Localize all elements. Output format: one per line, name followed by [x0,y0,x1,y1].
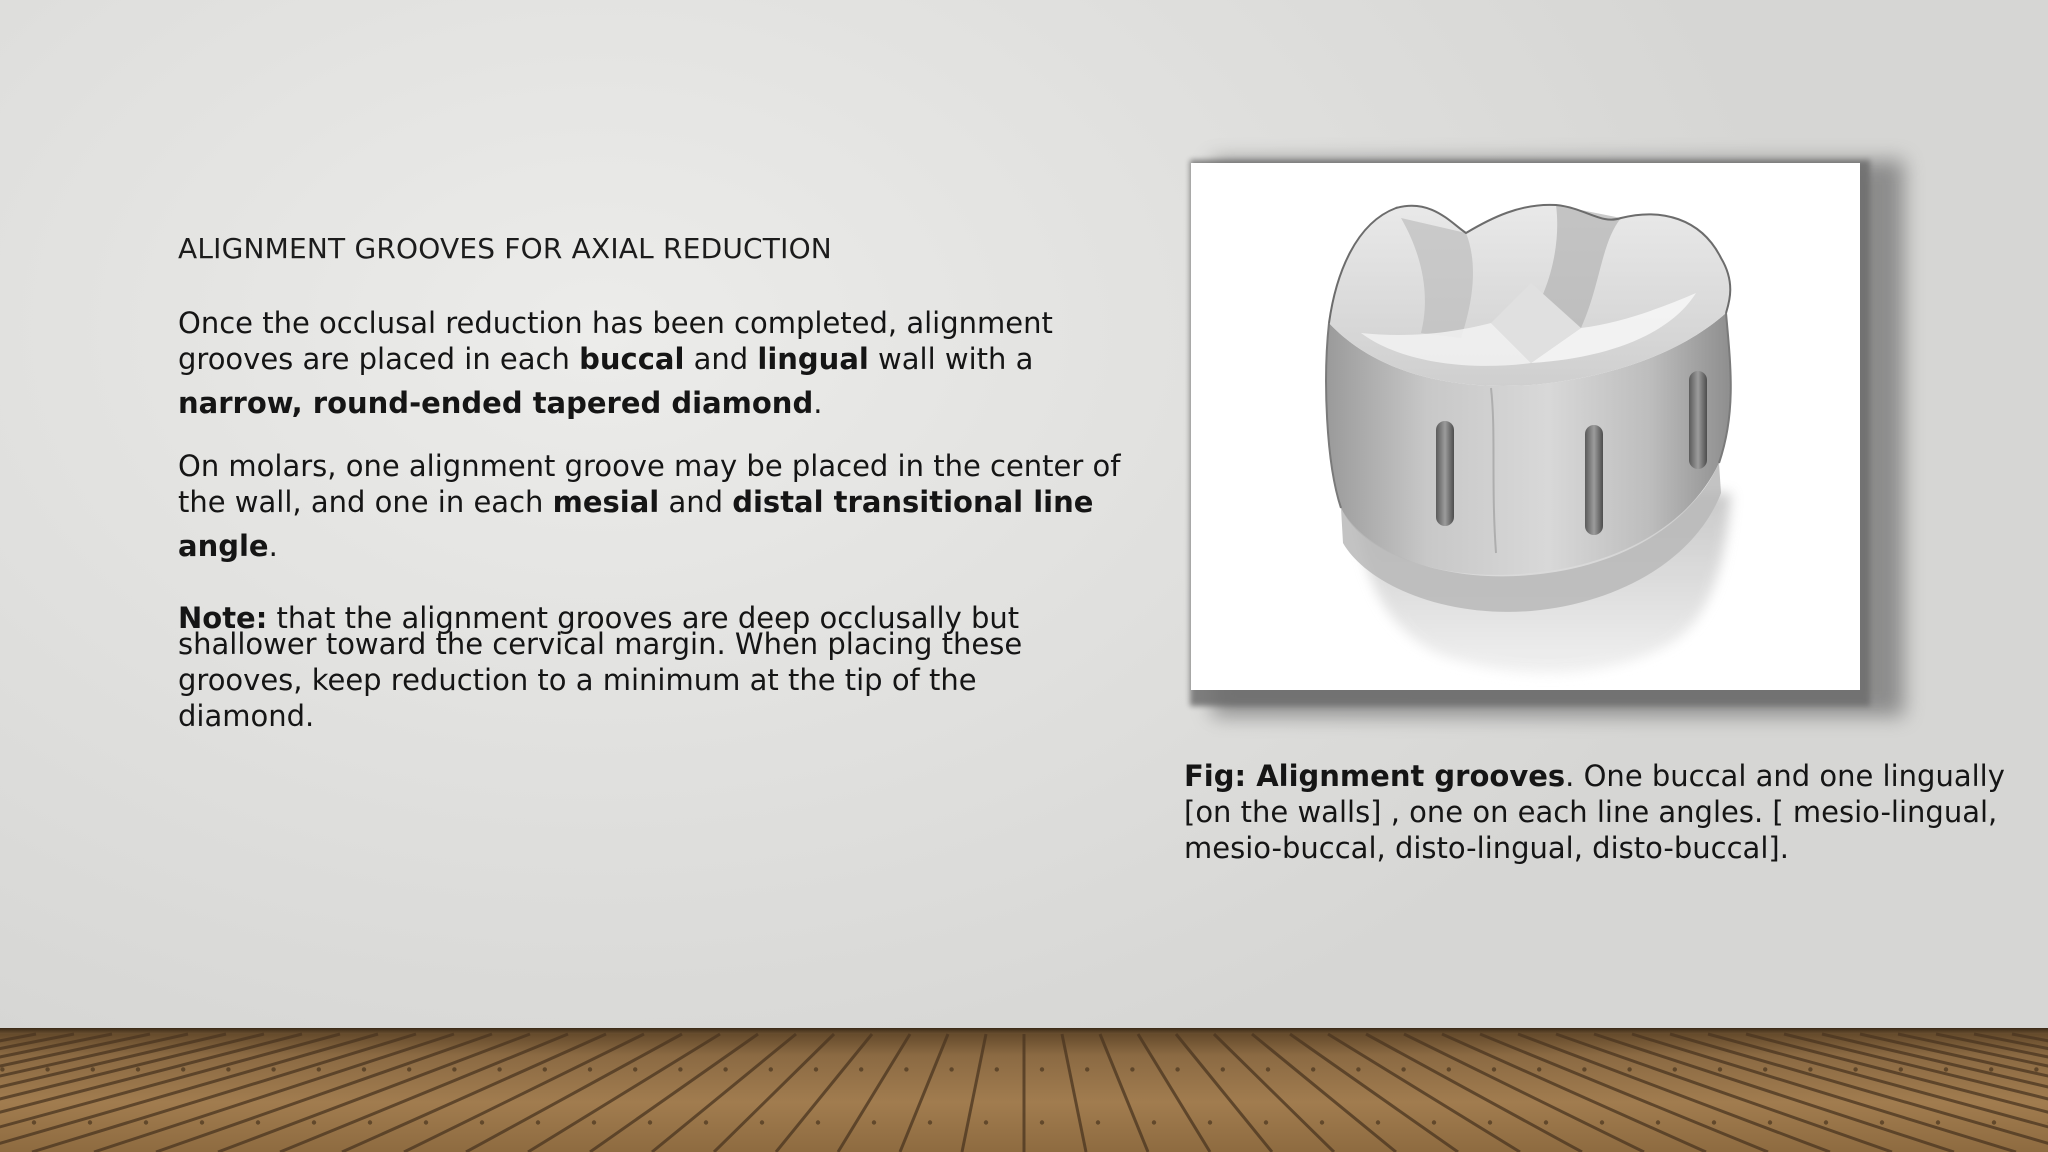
floor-nail [1040,1067,1044,1071]
wooden-floor [0,1028,2048,1152]
text-span: shallower toward the cervical margin. When placing these [178,627,1023,661]
floor-nail [256,1120,260,1124]
floor-nail [424,1120,428,1124]
floor-nail [814,1067,818,1071]
floor-plank-line [838,1034,910,1152]
caption-line [1184,758,2005,794]
floor-plank-line [0,1034,112,1152]
floor-nail [1432,1120,1436,1124]
floor-plank-line [1328,1034,1520,1152]
floor-planks-icon [0,1028,2048,1152]
floor-nail [633,1067,637,1071]
floor-nail [592,1120,596,1124]
floor-nail [1320,1120,1324,1124]
floor-nail [1582,1067,1586,1071]
floor-nail [536,1120,540,1124]
floor-nail [1488,1120,1492,1124]
floor-nail [1768,1120,1772,1124]
bold-term-buccal: buccal [579,342,685,376]
floor-nail [91,1067,95,1071]
floor-nail [1208,1120,1212,1124]
floor-plank-line [218,1034,530,1152]
floor-nail [760,1120,764,1124]
slide-title: ALIGNMENT GROOVES FOR AXIAL REDUCTION [178,232,832,265]
floor-nail [200,1120,204,1124]
text-span: wall with a [868,342,1034,376]
floor-nail [1264,1120,1268,1124]
floor-nail [368,1120,372,1124]
floor-nail [588,1067,592,1071]
text-span: and [684,342,758,376]
floor-plank-line [1936,1034,2048,1152]
floor-plank-line [466,1034,682,1152]
floor-plank-line [962,1034,986,1152]
floor-nail [648,1120,652,1124]
bold-term-diamond: narrow, round-ended tapered diamond [178,386,814,420]
floor-nail [1544,1120,1548,1124]
text-span: Once the occlusal reduction has been completed, alignment [178,306,1053,340]
floor-nail [1085,1067,1089,1071]
floor-plank-line [1100,1034,1148,1152]
floor-nail [1656,1120,1660,1124]
floor-nail [1944,1067,1948,1071]
floor-nail [317,1067,321,1071]
floor-nail [1763,1067,1767,1071]
floor-plank-line [776,1034,872,1152]
bold-term-angle: angle [178,529,269,563]
floor-nail [1040,1120,1044,1124]
text-span: grooves, keep reduction to a minimum at the tip of the [178,663,977,697]
floor-plank-line [1632,1034,2016,1152]
note-label: Note: [178,601,268,635]
bold-term-lingual: lingual [757,342,869,376]
floor-nail [949,1067,953,1071]
text-span: the wall, and one in each [178,485,553,519]
floor-nail [1175,1067,1179,1071]
floor-plank-line [1138,1034,1210,1152]
floor-plank-line [342,1034,606,1152]
bold-term-distal: distal transitional line [732,485,1094,519]
floor-plank-line [900,1034,948,1152]
tooth-illustration-icon [1191,163,1860,690]
floor-nail [1492,1067,1496,1071]
floor-nail [872,1120,876,1124]
floor-plank-line [1442,1034,1706,1152]
floor-plank-line [32,1034,416,1152]
floor-nail [407,1067,411,1071]
floor-nail [816,1120,820,1124]
floor-plank-line [1518,1034,1830,1152]
floor-plank-line [1062,1034,1086,1152]
floor-nail [769,1067,773,1071]
floor-nail [45,1067,49,1071]
text-span: . [813,386,823,420]
paragraph-line [178,528,1121,564]
floor-plank-line [1366,1034,1582,1152]
floor-nail [1130,1067,1134,1071]
groove-right [1689,371,1707,469]
floor-nail [1356,1067,1360,1071]
floor-nail [1537,1067,1541,1071]
floor-nail [678,1067,682,1071]
floor-nail [136,1067,140,1071]
floor-nail [1096,1120,1100,1124]
paragraph-line [178,662,1022,698]
floor-nail [1311,1067,1315,1071]
floor-nail [144,1120,148,1124]
caption-label: Fig: Alignment grooves [1184,759,1566,793]
paragraph-note [178,600,1022,734]
floor-nail [362,1067,366,1071]
floor-nail [904,1067,908,1071]
floor-nail [1447,1067,1451,1071]
floor-nail [2034,1067,2038,1071]
floor-nail [1401,1067,1405,1071]
floor-nail [1712,1120,1716,1124]
figure-caption [1184,758,2005,866]
floor-nail [1376,1120,1380,1124]
floor-nail [984,1120,988,1124]
floor-nail [1936,1120,1940,1124]
floor-nail [480,1120,484,1124]
floor-nail [1673,1067,1677,1071]
paragraph-line [178,305,1053,341]
floor-nail [1824,1120,1828,1124]
floor-nail [271,1067,275,1071]
tooth-figure [1191,163,1860,690]
floor-nail [1600,1120,1604,1124]
floor-nail [928,1120,932,1124]
text-span: grooves are placed in each [178,342,580,376]
floor-nail [1992,1120,1996,1124]
floor-nail [1880,1120,1884,1124]
groove-center [1585,425,1603,535]
text-span: and [659,485,733,519]
floor-nail [1718,1067,1722,1071]
paragraph-line [178,484,1121,520]
floor-nail [312,1120,316,1124]
floor-nail [1266,1067,1270,1071]
text-span: diamond. [178,699,315,733]
floor-nail [859,1067,863,1071]
text-span: . One buccal and one lingually [1565,759,2005,793]
floor-plank-line [528,1034,720,1152]
caption-line [1184,794,2005,830]
floor-nail [543,1067,547,1071]
text-span: [on the walls] , one on each line angles. [ mesio-lingual, [1184,795,1998,829]
paragraph-line [178,698,1022,734]
floor-nail [1627,1067,1631,1071]
floor-nail [1221,1067,1225,1071]
text-span: mesio-buccal, disto-lingual, disto-buccal]. [1184,831,1789,865]
bold-term-mesial: mesial [552,485,660,519]
floor-nail [0,1067,4,1071]
floor-plank-line [1176,1034,1272,1152]
floor-nail [1899,1067,1903,1071]
groove-left [1436,421,1454,526]
floor-nail [1808,1067,1812,1071]
floor-nail [1152,1120,1156,1124]
paragraph-line [178,626,1022,662]
text-span: that the alignment grooves are deep occlusally but [267,601,1020,635]
floor-nail [995,1067,999,1071]
floor-nail [88,1120,92,1124]
floor-nail [704,1120,708,1124]
caption-line [1184,830,2005,866]
paragraph-molars [178,448,1121,564]
paragraph-line [178,341,1053,377]
floor-nail [32,1120,36,1124]
floor-nail [452,1067,456,1071]
floor-nail [226,1067,230,1071]
floor-nail [1853,1067,1857,1071]
floor-nail [181,1067,185,1071]
floor-nail [1989,1067,1993,1071]
paragraph-line [178,448,1121,484]
paragraph-occlusal-reduction [178,305,1053,421]
text-span: . [268,529,278,563]
floor-nail [723,1067,727,1071]
floor-nail [497,1067,501,1071]
text-span: On molars, one alignment groove may be placed in the center of [178,449,1121,483]
paragraph-line [178,385,1053,421]
